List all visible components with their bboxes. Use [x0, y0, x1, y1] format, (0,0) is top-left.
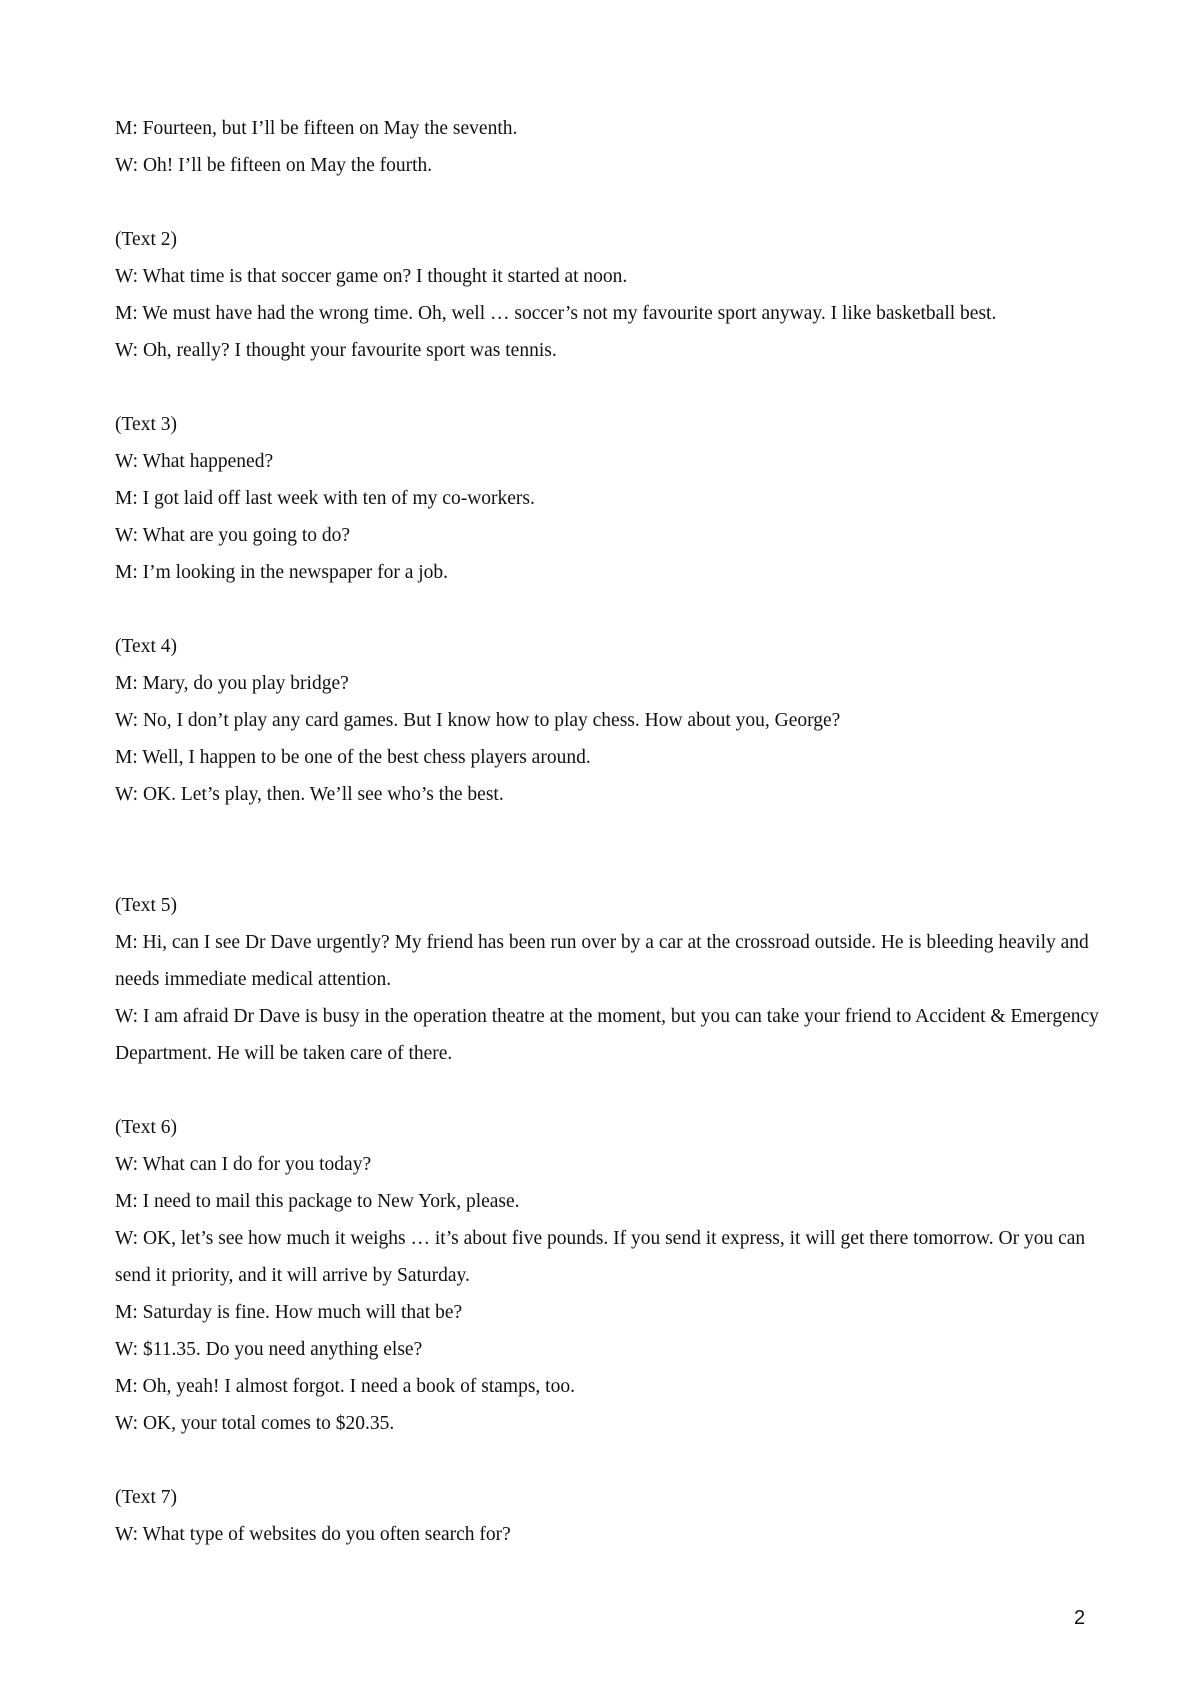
dialogue-line: M: Saturday is fine. How much will that be? — [115, 1302, 463, 1323]
dialogue-line: M: Oh, yeah! I almost forgot. I need a book of stamps, too. — [115, 1376, 575, 1397]
dialogue-line: W: Oh! I’ll be fifteen on May the fourth. — [115, 155, 433, 176]
dialogue-line: W: No, I don’t play any card games. But I know how to play chess. How about you, George? — [115, 710, 841, 731]
section-heading-text-4: (Text 4) — [115, 636, 177, 657]
dialogue-line: W: What can I do for you today? — [115, 1154, 372, 1175]
dialogue-line: W: Oh, really? I thought your favourite sport was tennis. — [115, 340, 557, 361]
section-heading-text-7: (Text 7) — [115, 1487, 177, 1508]
dialogue-line: M: I’m looking in the newspaper for a job. — [115, 562, 449, 583]
dialogue-line: M: I got laid off last week with ten of my co-workers. — [115, 488, 535, 509]
section-heading-text-2: (Text 2) — [115, 229, 177, 250]
dialogue-line: M: Mary, do you play bridge? — [115, 673, 349, 694]
dialogue-line: M: I need to mail this package to New York, please. — [115, 1191, 520, 1212]
page-number: 2 — [1074, 1607, 1086, 1629]
dialogue-line: W: OK, let’s see how much it weighs … it’s about five pounds. If you send it express, it will get there tomorrow. Or you can send it priority, and it will arrive by Saturday. — [115, 1228, 1086, 1286]
dialogue-line: M: Fourteen, but I’ll be fifteen on May the seventh. — [115, 118, 518, 139]
section-heading-text-5: (Text 5) — [115, 895, 177, 916]
dialogue-line: W: What are you going to do? — [115, 525, 351, 546]
section-heading-text-3: (Text 3) — [115, 414, 177, 435]
dialogue-line: W: OK. Let’s play, then. We’ll see who’s the best. — [115, 784, 504, 805]
dialogue-line: W: What time is that soccer game on? I thought it started at noon. — [115, 266, 628, 287]
dialogue-line: W: I am afraid Dr Dave is busy in the operation theatre at the moment, but you can take your friend to Accident & Emergency Department. He will be taken care of there. — [115, 1006, 1099, 1064]
dialogue-line: M: Well, I happen to be one of the best chess players around. — [115, 747, 591, 768]
section-heading-text-6: (Text 6) — [115, 1117, 177, 1138]
dialogue-line: W: $11.35. Do you need anything else? — [115, 1339, 423, 1360]
dialogue-line: M: Hi, can I see Dr Dave urgently? My friend has been run over by a car at the crossroad outside. He is bleeding heavily and needs immediate medical attention. — [115, 932, 1089, 990]
dialogue-line: W: What type of websites do you often search for? — [115, 1524, 511, 1545]
transcript-body — [115, 110, 1105, 1553]
dialogue-line: M: We must have had the wrong time. Oh, well … soccer’s not my favourite sport anyway. I like basketball best. — [115, 303, 997, 324]
dialogue-line: W: OK, your total comes to $20.35. — [115, 1413, 395, 1434]
dialogue-line: W: What happened? — [115, 451, 274, 472]
